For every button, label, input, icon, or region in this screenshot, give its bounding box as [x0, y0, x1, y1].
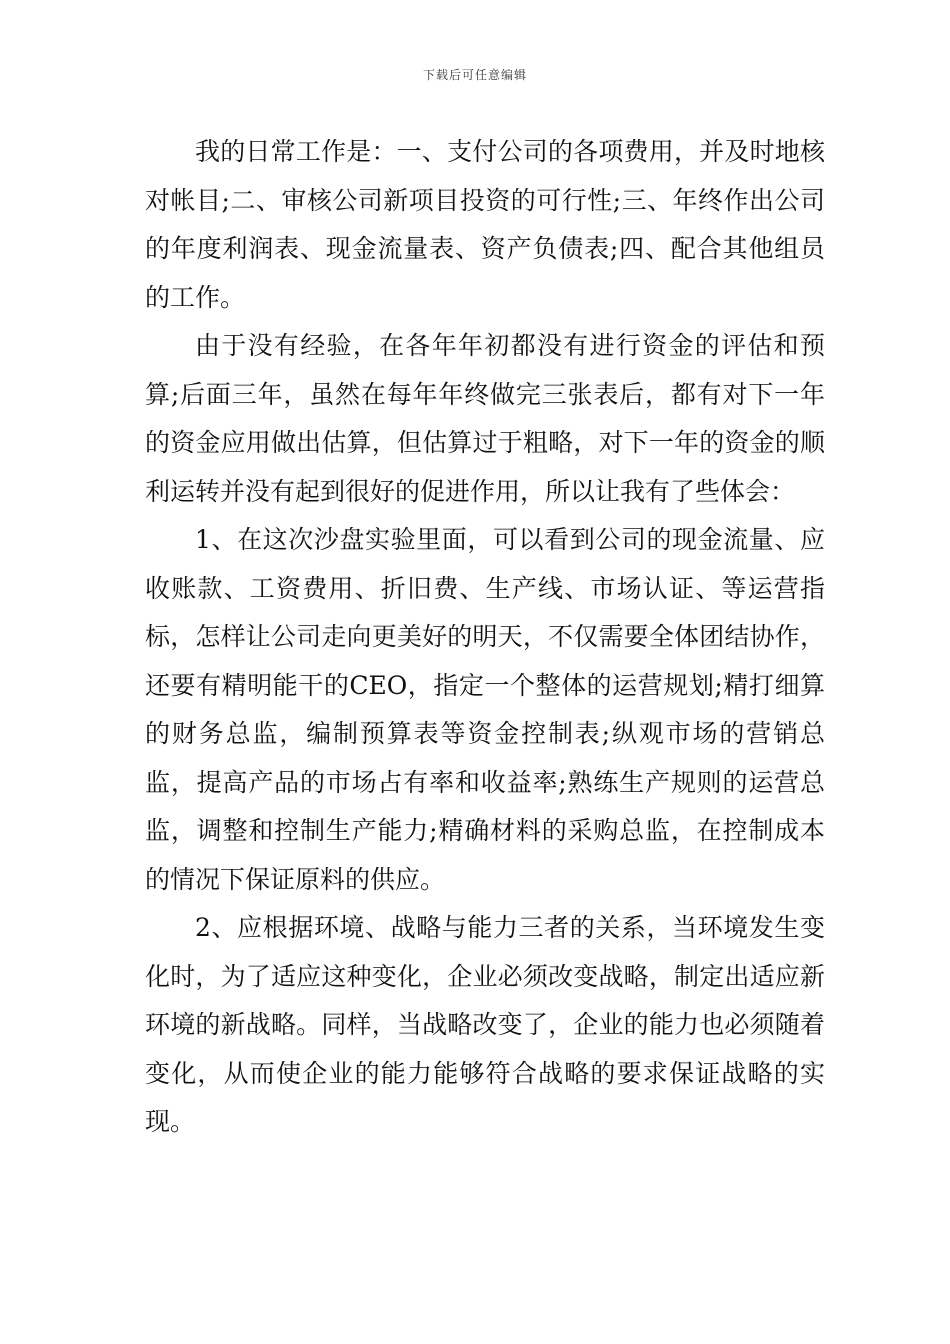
paragraph-daily-work: 我的日常工作是：一、支付公司的各项费用，并及时地核对帐目;二、审核公司新项目投资的可行性;三、年终作出公司的年度利润表、现金流量表、资产负债表;四、配合其他组员的工作。 — [145, 137, 825, 312]
paragraph-point-1: 1、在这次沙盘实验里面，可以看到公司的现金流量、应收账款、工资费用、折旧费、生产线、市场认证、等运营指标，怎样让公司走向更美好的明天，不仅需要全体团结协作，还要有精明能干的CEO，指定一个整体的运营规划;精打细算的财务总监，编制预算表等资金控制表;纵观市场的营销总监，提高产品的市场占有率和收益率;熟练生产规则的运营总监，调整和控制生产能力;精确材料的采购总监，在控制成本的情况下保证原料的供应。 — [145, 525, 825, 894]
document-body — [145, 128, 825, 1147]
page-header: 下载后可任意编辑 — [422, 68, 527, 82]
paragraph-point-2: 2、应根据环境、战略与能力三者的关系，当环境发生变化时，为了适应这种变化，企业必须改变战略，制定出适应新环境的新战略。同样，当战略改变了，企业的能力也必须随着变化，从而使企业的能力能够符合战略的要求保证战略的实现。 — [145, 913, 825, 1136]
paragraph-lack-of-experience: 由于没有经验，在各年年初都没有进行资金的评估和预算;后面三年，虽然在每年年终做完三张表后，都有对下一年的资金应用做出估算，但估算过于粗略，对下一年的资金的顺利运转并没有起到很好的促进作用，所以让我有了些体会： — [145, 331, 825, 506]
